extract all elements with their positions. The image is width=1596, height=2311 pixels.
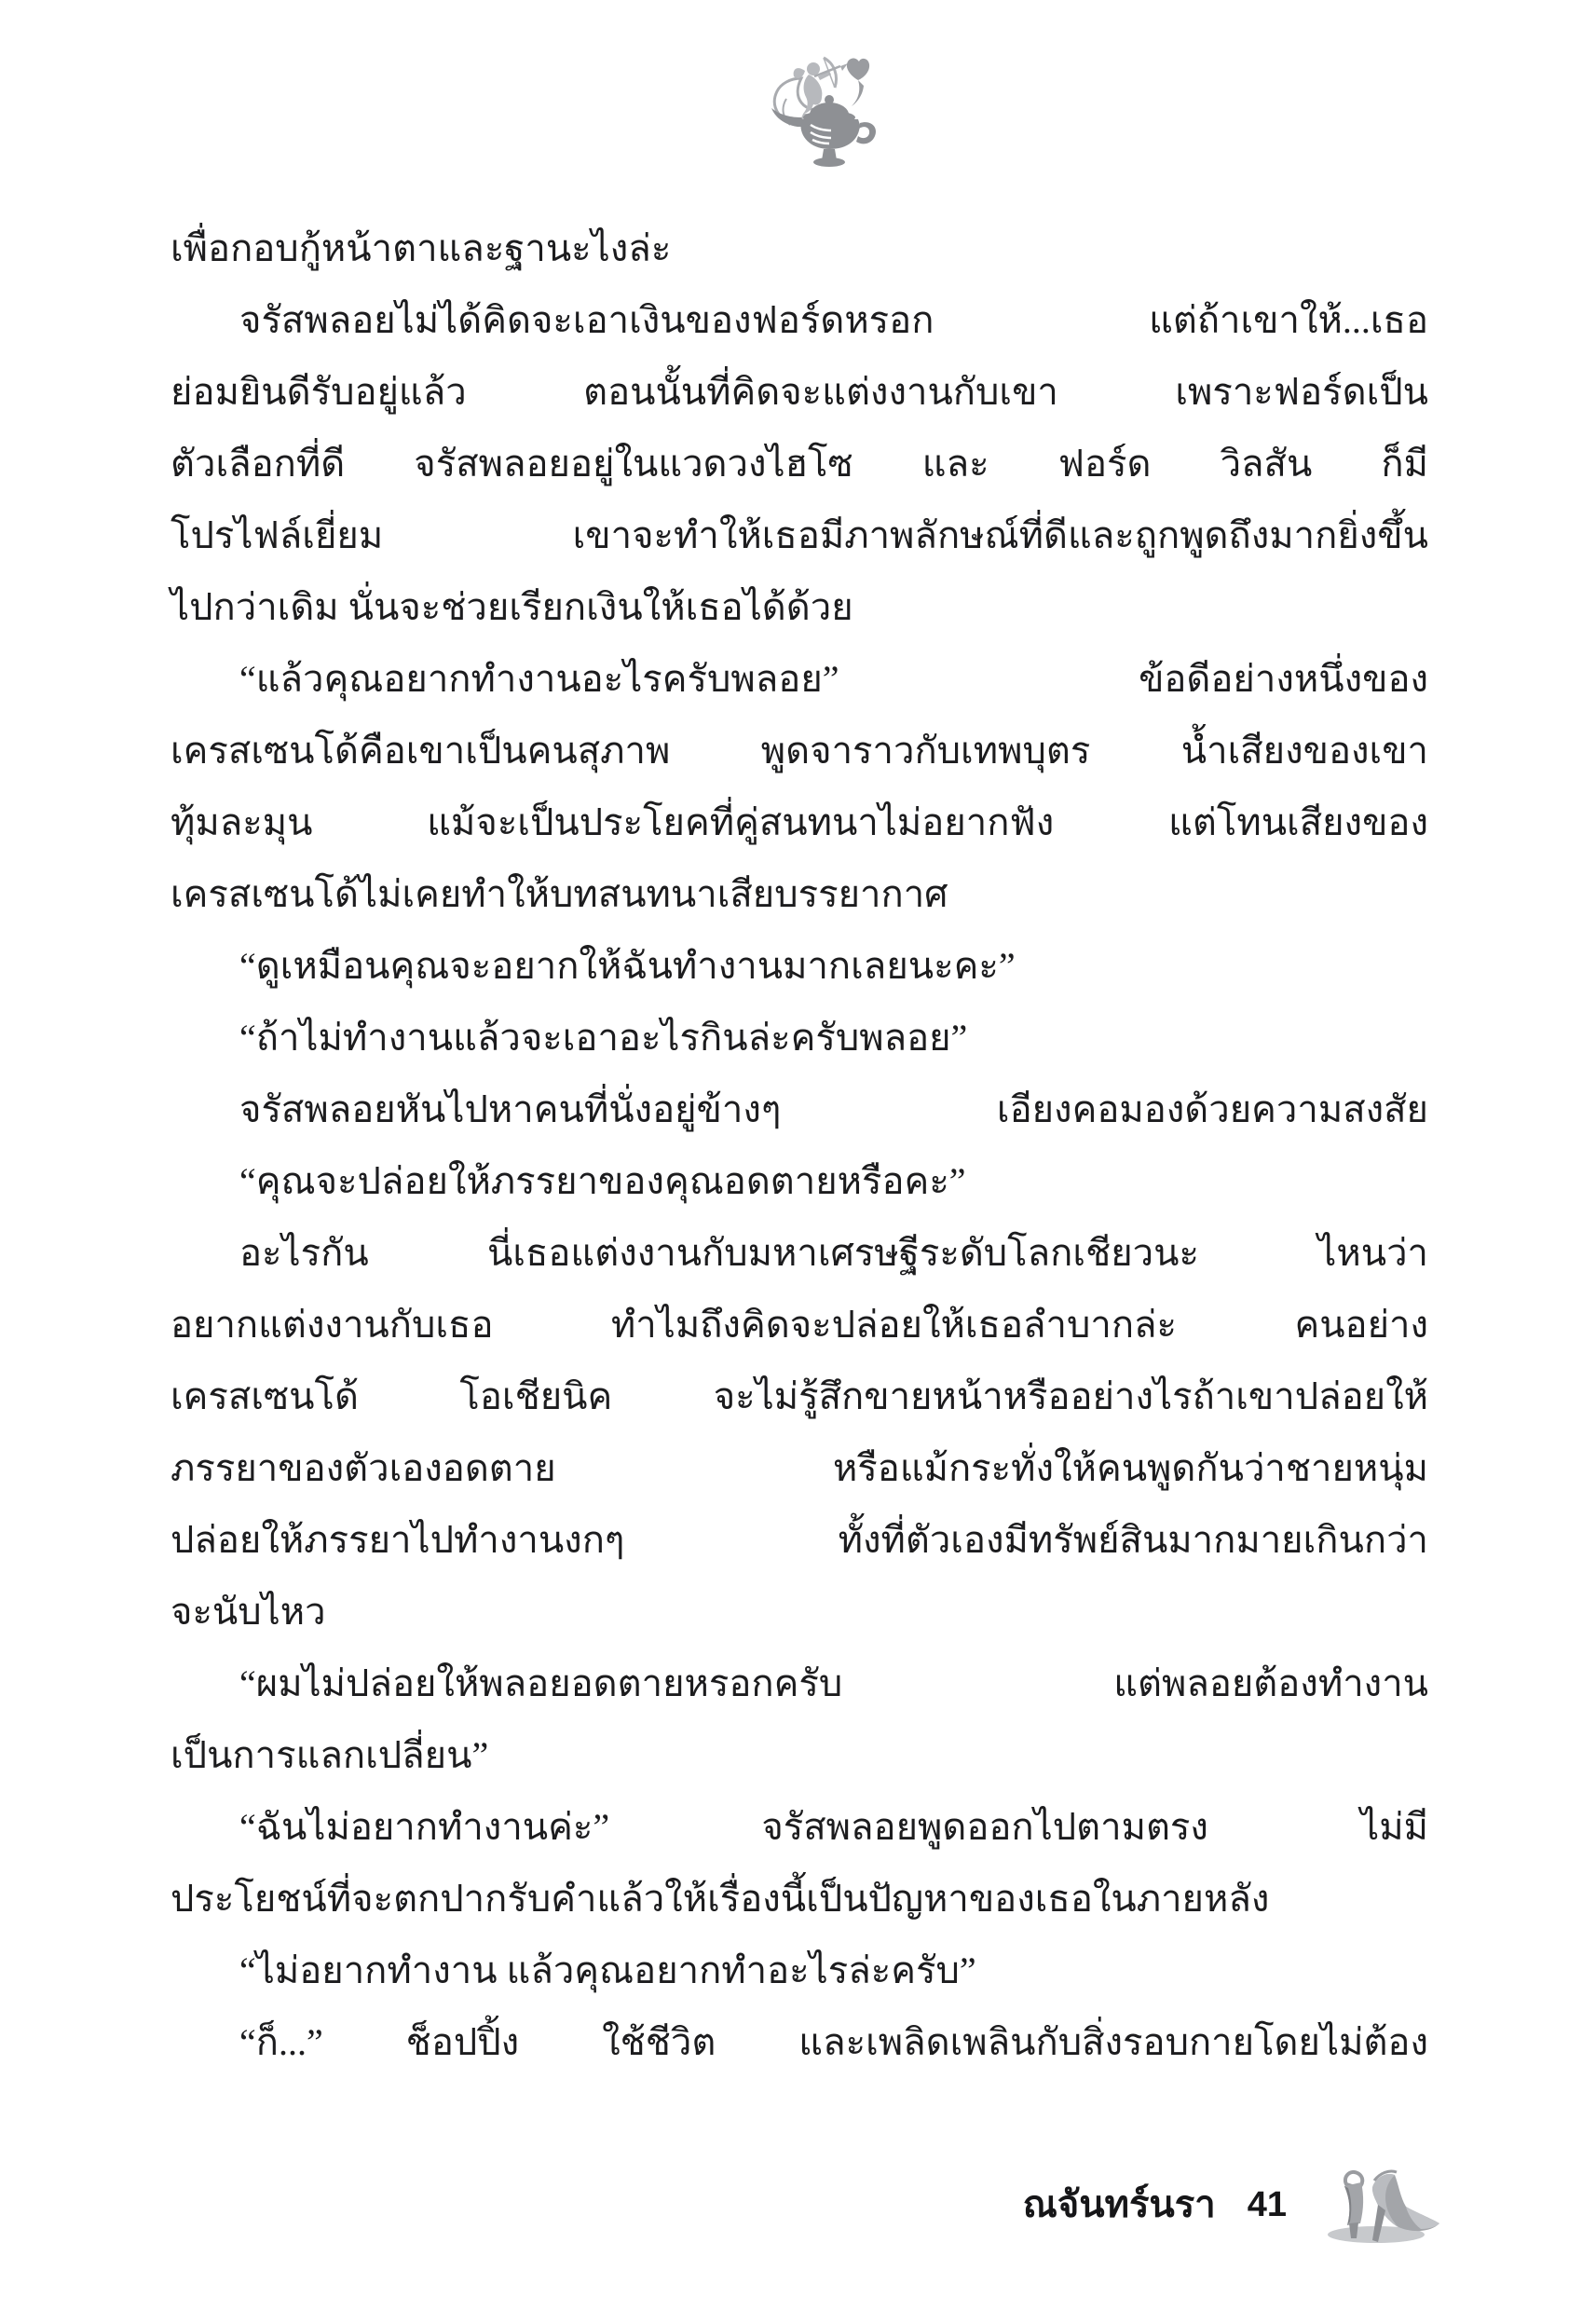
text-line: “ฉันไม่อยากทำงานค่ะ” จรัสพลอยพูดออกไปตามตรง ไม่มี — [239, 1806, 1428, 1848]
footer-author: ณจันทร์นรา — [1022, 2184, 1216, 2225]
high-heels-icon — [1318, 2160, 1449, 2249]
text-line: ปล่อยให้ภรรยาไปทำงานงกๆ ทั้งที่ตัวเองมีทรัพย์สินมากมายเกินกว่า — [171, 1519, 1428, 1561]
text-line: ไปกว่าเดิม นั่นจะช่วยเรียกเงินให้เธอได้ด้วย — [171, 586, 853, 628]
text-line: “ไม่อยากทำงาน แล้วคุณอยากทำอะไรล่ะครับ” — [239, 1949, 976, 1991]
text-line: ภรรยาของตัวเองอดตาย หรือแม้กระทั่งให้คนพูดกันว่าชายหนุ่ม — [171, 1447, 1428, 1489]
text-line: เครสเซนโด้ไม่เคยทำให้บทสนทนาเสียบรรยากาศ — [171, 873, 948, 915]
text-line: ประโยชน์ที่จะตกปากรับคำแล้วให้เรื่องนี้เป็นปัญหาของเธอในภายหลัง — [171, 1878, 1270, 1920]
text-line: จรัสพลอยหันไปหาคนที่นั่งอยู่ข้างๆ เอียงคอมองด้วยความสงสัย — [239, 1088, 1428, 1130]
text-line: “ดูเหมือนคุณจะอยากให้ฉันทำงานมากเลยนะคะ” — [239, 945, 1016, 987]
text-line: จะนับไหว — [171, 1591, 326, 1633]
text-line: เป็นการแลกเปลี่ยน” — [171, 1734, 489, 1776]
text-line: “คุณจะปล่อยให้ภรรยาของคุณอดตายหรือคะ” — [239, 1160, 966, 1202]
body-text — [171, 212, 1428, 2078]
text-line: ทุ้มละมุน แม้จะเป็นประโยคที่คู่สนทนาไม่อยากฟัง แต่โทนเสียงของ — [171, 801, 1428, 843]
footer-page-number: 41 — [1247, 2185, 1287, 2224]
text-line: “ก็...” ช็อปปิ้ง ใช้ชีวิต และเพลิดเพลินกับสิ่งรอบกายโดยไม่ต้อง — [239, 2021, 1428, 2063]
text-line: “แล้วคุณอยากทำงานอะไรครับพลอย” ข้อดีอย่างหนึ่งของ — [239, 658, 1428, 700]
text-line: “ถ้าไม่ทำงานแล้วจะเอาอะไรกินล่ะครับพลอย” — [239, 1017, 968, 1059]
text-line: โปรไฟล์เยี่ยม เขาจะทำให้เธอมีภาพลักษณ์ที่ดีและถูกพูดถึงมากยิ่งขึ้น — [171, 514, 1428, 556]
text-line: อยากแต่งงานกับเธอ ทำไมถึงคิดจะปล่อยให้เธอลำบากล่ะ คนอย่าง — [171, 1304, 1428, 1346]
page-footer — [0, 2160, 1596, 2263]
text-line: จรัสพลอยไม่ได้คิดจะเอาเงินของฟอร์ดหรอก แต่ถ้าเขาให้...เธอ — [239, 299, 1428, 341]
cupid-genie-lamp-icon — [770, 48, 887, 173]
text-line: เครสเซนโด้คือเขาเป็นคนสุภาพ พูดจาราวกับเทพบุตร น้ำเสียงของเขา — [171, 730, 1428, 772]
text-line: เพื่อกอบกู้หน้าตาและฐานะไงล่ะ — [171, 227, 672, 269]
text-line: “ผมไม่ปล่อยให้พลอยอดตายหรอกครับ แต่พลอยต้องทำงาน — [239, 1662, 1428, 1704]
text-line: ย่อมยินดีรับอยู่แล้ว ตอนนั้นที่คิดจะแต่งงานกับเขา เพราะฟอร์ดเป็น — [171, 371, 1428, 413]
text-line: เครสเซนโด้ โอเชียนิค จะไม่รู้สึกขายหน้าหรืออย่างไรถ้าเขาปล่อยให้ — [171, 1375, 1428, 1417]
text-line: อะไรกัน นี่เธอแต่งงานกับมหาเศรษฐีระดับโลกเชียวนะ ไหนว่า — [239, 1232, 1428, 1274]
text-line: ตัวเลือกที่ดี จรัสพลอยอยู่ในแวดวงไฮโซ และ ฟอร์ด วิลสัน ก็มี — [171, 443, 1428, 485]
